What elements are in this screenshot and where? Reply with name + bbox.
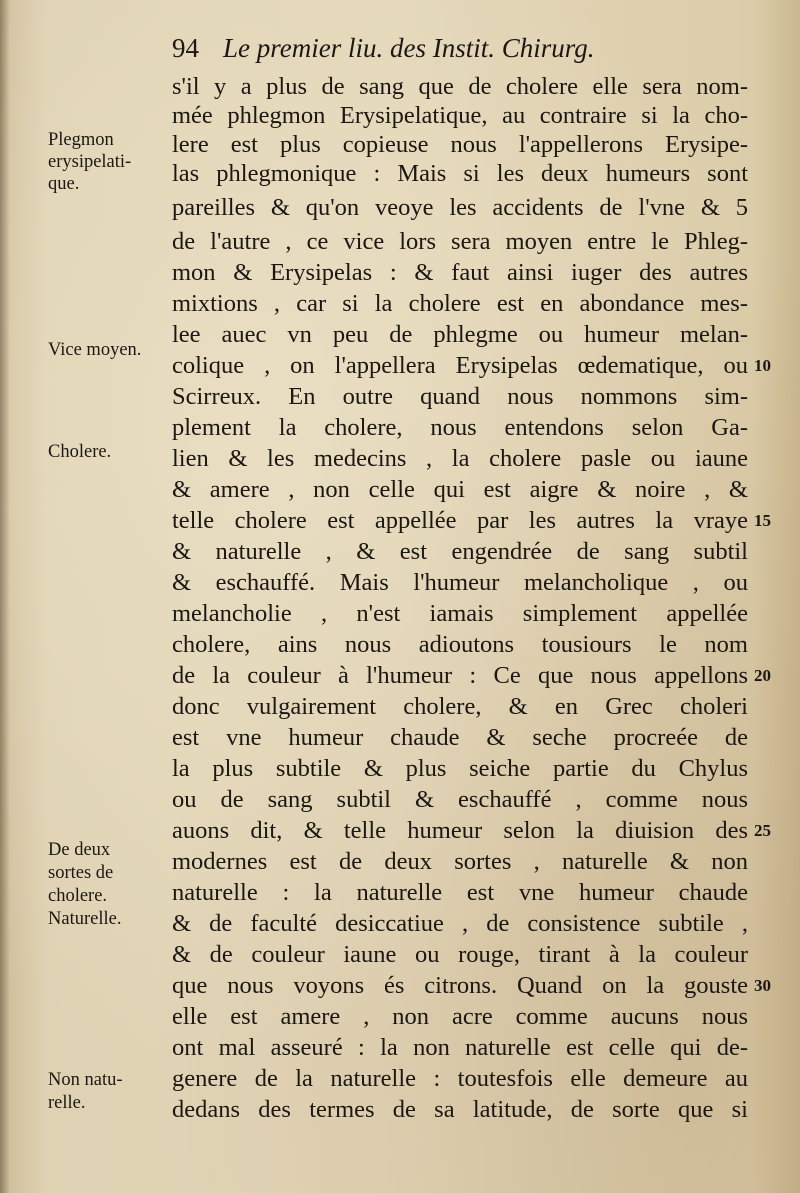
text-line: lien & les medecins , la cholere pasle ou iaune [172,445,748,472]
page-header [172,30,595,66]
text-line: elle est amere , non acre comme aucuns nous [172,1003,748,1030]
line-number: 25 [754,821,771,840]
text-line: mixtions , car si la cholere est en abondance mes- [172,290,748,317]
text-line: cholere, ains nous adioutons tousiours le nom [172,631,748,658]
text-line: Scirreux. En outre quand nous nommons sim- [172,383,748,410]
text-line: donc vulgairement cholere, & en Grec choleri [172,693,748,720]
margin-note: De deux [48,840,111,860]
text-line: & naturelle , & est engendrée de sang subtil [172,538,748,565]
text-line: melancholie , n'est iamais simplement appellée [172,600,748,627]
text-line: & eschauffé. Mais l'humeur melancholique , ou [172,569,748,596]
text-line: genere de la naturelle : toutesfois elle demeure au [172,1065,748,1092]
line-number: 10 [754,356,771,375]
text-line: naturelle : la naturelle est vne humeur chaude [172,879,748,906]
text-line: que nous voyons és citrons. Quand on la gouste [172,972,748,999]
line-number: 20 [754,666,771,685]
margin-note: cholere. [48,886,108,906]
text-line: mée phlegmon Erysipelatique, au contraire si la cho- [172,102,748,129]
text-line: lee auec vn peu de phlegme ou humeur melan- [172,321,748,348]
text-line: modernes est de deux sortes , naturelle & non [172,848,748,875]
margin-note: Non natu- [48,1070,123,1090]
text-line: colique , on l'appellera Erysipelas œdematique, ou [172,352,748,379]
text-line: pareilles & qu'on veoye les accidents de l'vne & 5 [172,194,748,221]
margin-note: erysipelati- [48,152,132,172]
margin-note: Plegmon [48,130,114,150]
text-line: auons dit, & telle humeur selon la diuision des [172,817,748,844]
line-number: 15 [754,511,771,530]
text-line: plement la cholere, nous entendons selon Ga- [172,414,748,441]
text-line: & amere , non celle qui est aigre & noire , & [172,476,748,503]
margin-note: Naturelle. [48,909,122,929]
text-line: ou de sang subtil & eschauffé , comme nous [172,786,748,813]
text-line: de l'autre , ce vice lors sera moyen entre le Phleg- [172,228,748,255]
margin-note: sortes de [48,863,114,883]
text-line: de la couleur à l'humeur : Ce que nous appellons [172,662,748,689]
text-line: lere est plus copieuse nous l'appellerons Erysipe- [172,131,748,158]
margin-note: Vice moyen. [48,340,142,360]
text-line: las phlegmonique : Mais si les deux humeurs sont [172,160,748,187]
running-title: Le premier liu. des Instit. Chirurg. [223,33,595,63]
text-line: mon & Erysipelas : & faut ainsi iuger des autres [172,259,748,286]
text-line: ont mal asseuré : la non naturelle est celle qui de- [172,1034,748,1061]
text-line: est vne humeur chaude & seche procreée de [172,724,748,751]
margin-note: relle. [48,1093,86,1113]
page-number: 94 [172,33,199,63]
text-line: la plus subtile & plus seiche partie du Chylus [172,755,748,782]
text-line: telle cholere est appellée par les autres la vraye [172,507,748,534]
text-line: & de couleur iaune ou rouge, tirant à la couleur [172,941,748,968]
text-line: & de faculté desiccatiue , de consistence subtile , [172,910,748,937]
margin-note: que. [48,174,80,194]
line-number: 30 [754,976,771,995]
page-gutter-shadow [0,0,10,1193]
margin-note: Cholere. [48,442,112,462]
text-line: dedans des termes de sa latitude, de sorte que si [172,1096,748,1123]
text-line: s'il y a plus de sang que de cholere elle sera nom- [172,73,748,100]
